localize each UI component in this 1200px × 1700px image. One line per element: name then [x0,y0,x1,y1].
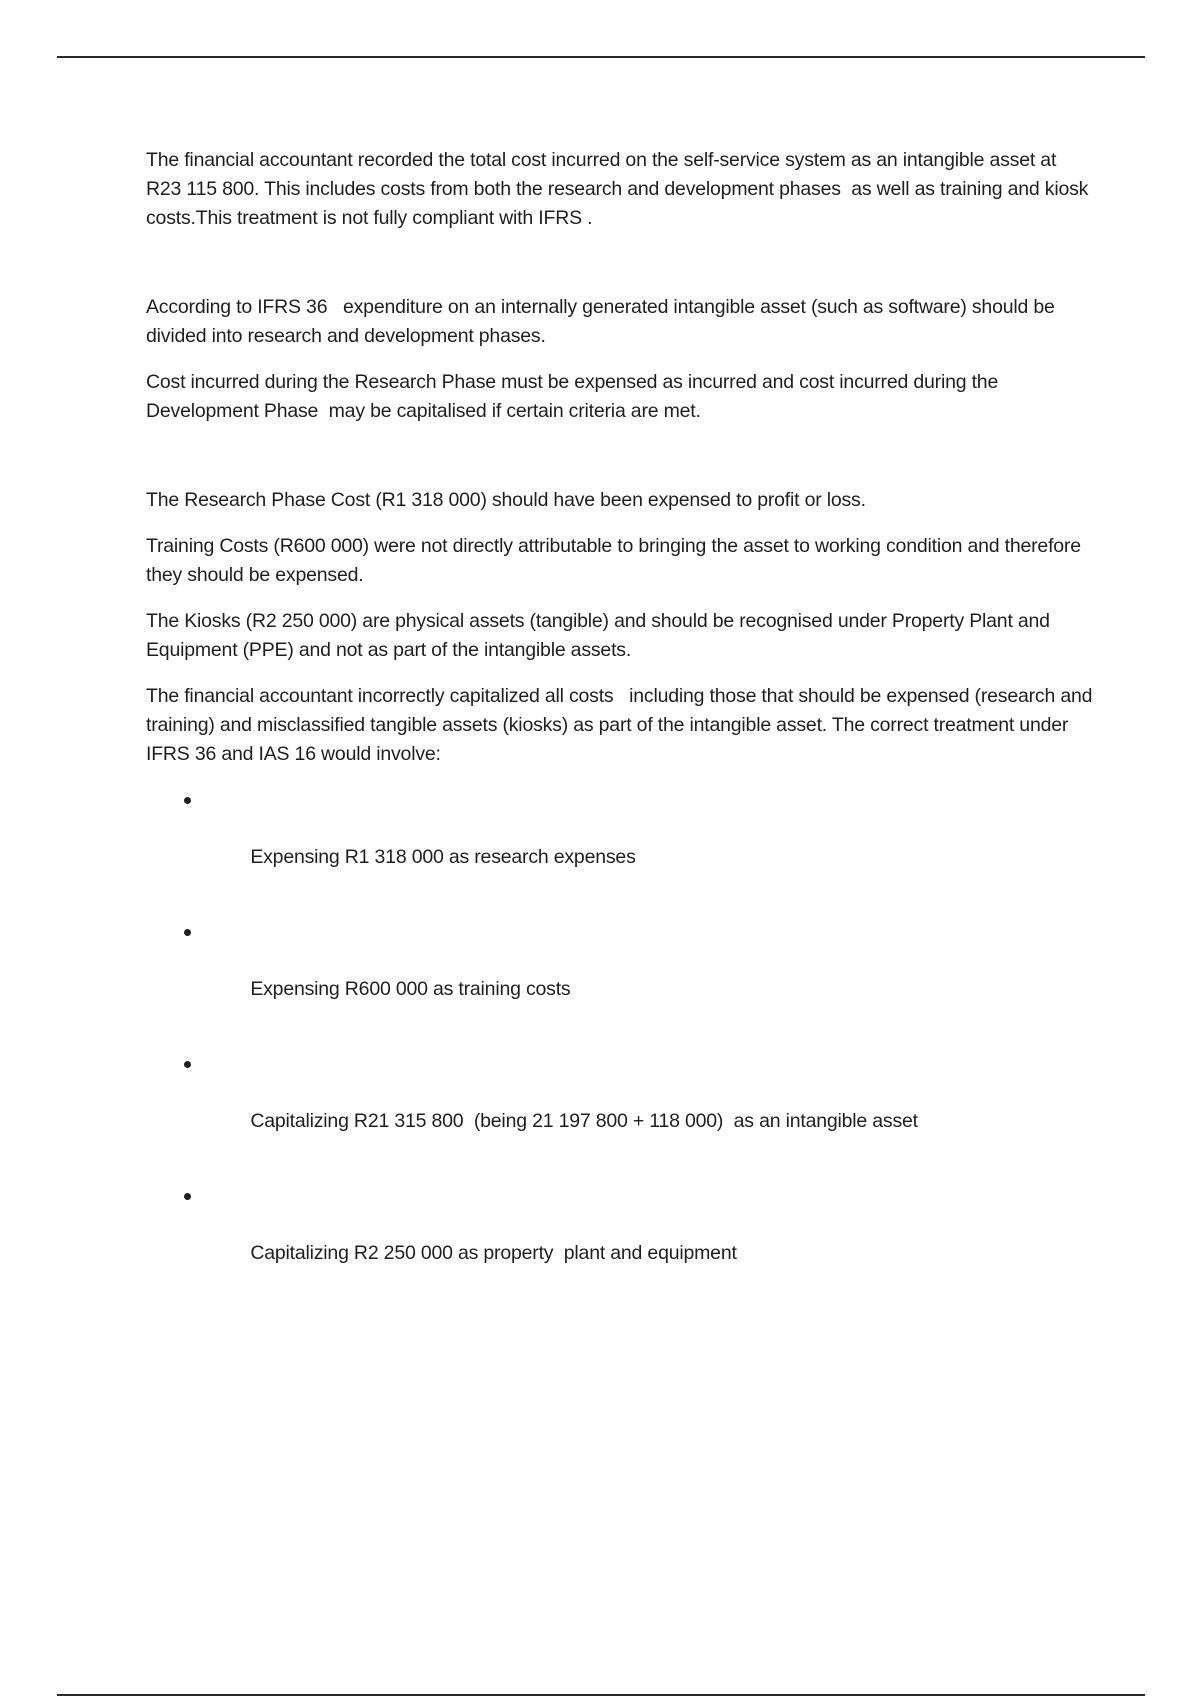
correct-treatment-list [146,785,1096,1297]
paragraph-training-cost: Training Costs (R600 000) were not directly attributable to bringing the asset to working condition and therefore they should be expensed. [146,535,1092,586]
paragraph-initial-recognition: The financial accountant recorded the total cost incurred on the self-service system as an intangible asset at R23 115 800. This includes costs from both the research and development phases as well as training and kiosk costs.This treatment is not fully compliant with IFRS . [146,149,1094,229]
paragraph-conclusion: The financial accountant incorrectly capitalized all costs including those that should be expensed (research and training) and misclassified tangible assets (kiosks) as part of the intangible asset. The correct treatment under IFRS 36 and IAS 16 would involve: [146,685,1098,765]
list-item-text: Capitalizing R21 315 800 (being 21 197 800 + 118 000) as an intangible asset [250,1110,918,1132]
bullet-icon [184,1193,191,1200]
list-item [146,917,1096,1033]
header-rule [57,56,1145,58]
bullet-icon [184,797,191,804]
list-item [146,1181,1096,1297]
list-item-text: Capitalizing R2 250 000 as property plant and equipment [250,1242,737,1264]
paragraph-phase-treatment: Cost incurred during the Research Phase must be expensed as incurred and cost incurred during the Development Phase may be capitalised if certain criteria are met. [146,371,1004,422]
list-item [146,1049,1096,1165]
list-item-text: Expensing R600 000 as training costs [250,978,571,1000]
bullet-icon [184,929,191,936]
list-item [146,785,1096,901]
paragraph-research-cost: The Research Phase Cost (R1 318 000) should have been expensed to profit or loss. [146,489,866,511]
bullet-icon [184,1061,191,1068]
list-item-text: Expensing R1 318 000 as research expenses [250,846,636,868]
footer-rule [57,1694,1145,1696]
paragraph-ifrs-phases: According to IFRS 36 expenditure on an internally generated intangible asset (such as software) should be divided into research and development phases. [146,296,1060,347]
document-body [146,146,1096,1313]
paragraph-kiosks: The Kiosks (R2 250 000) are physical assets (tangible) and should be recognised under Property Plant and Equipment (PPE) and not as part of the intangible assets. [146,610,1056,661]
